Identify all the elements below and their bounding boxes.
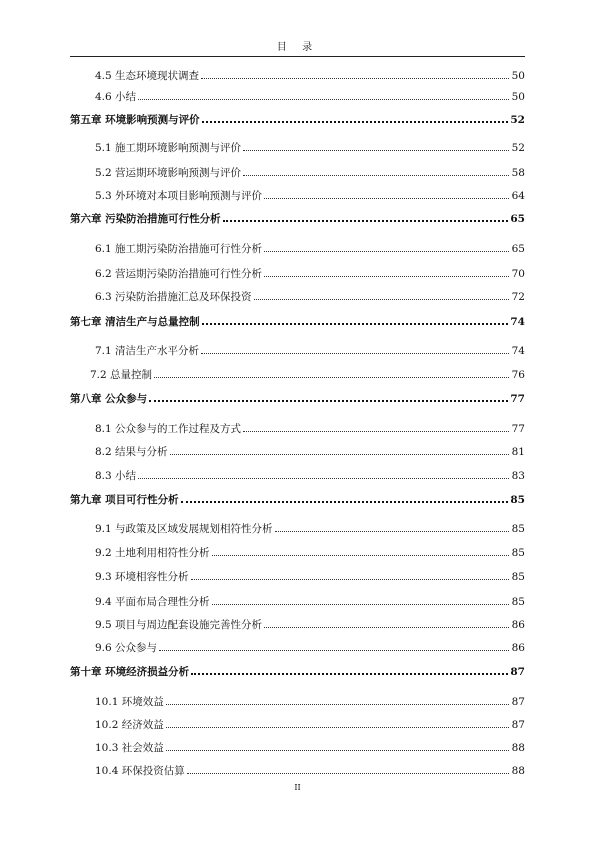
- toc-entry-title: 9.6 公众参与: [95, 642, 158, 654]
- toc-section-entry[interactable]: [70, 717, 525, 731]
- toc-dot-leader: [154, 376, 509, 378]
- toc-dot-leader: [166, 726, 509, 728]
- toc-entry-title: 9.1 与政策及区域发展规划相符性分析: [95, 523, 273, 535]
- toc-page-number: 77: [511, 423, 525, 435]
- toc-chapter-entry[interactable]: [70, 492, 525, 506]
- toc-entry-title: 第五章 环境影响预测与评价: [70, 114, 200, 126]
- toc-dot-leader: [138, 98, 509, 100]
- toc-section-entry[interactable]: [70, 694, 525, 708]
- page-footer: [0, 783, 595, 792]
- toc-section-entry[interactable]: [70, 468, 525, 482]
- toc-entry-title: 10.1 环境效益: [95, 696, 164, 708]
- toc-entry-title: 10.2 经济效益: [95, 719, 164, 731]
- toc-page-number: 65: [510, 213, 525, 225]
- toc-dot-leader: [191, 578, 509, 580]
- toc-section-entry[interactable]: [70, 763, 525, 777]
- toc-page-number: 70: [511, 268, 525, 280]
- toc-entry-title: 第六章 污染防治措施可行性分析: [70, 213, 221, 225]
- toc-chapter-entry[interactable]: [70, 391, 525, 405]
- toc-entry-title: 第九章 项目可行性分析: [70, 494, 179, 506]
- toc-dot-leader: [166, 749, 509, 751]
- toc-dot-leader: [212, 603, 509, 605]
- toc-entry-title: 7.1 清洁生产水平分析: [95, 345, 200, 357]
- toc-page-number: 52: [510, 114, 525, 126]
- toc-page-number: 85: [511, 547, 525, 559]
- toc-page-number: 50: [511, 91, 525, 103]
- toc-section-entry[interactable]: [70, 640, 525, 654]
- toc-page-number: 83: [511, 470, 525, 482]
- page-header-title: 目 录: [276, 42, 319, 53]
- toc-dot-leader: [264, 275, 509, 277]
- toc-section-entry[interactable]: [70, 421, 525, 435]
- toc-page-number: 74: [511, 345, 525, 357]
- toc-section-entry[interactable]: [70, 289, 525, 303]
- toc-entry-title: 10.4 环保投资估算: [95, 765, 185, 777]
- toc-page-number: 86: [511, 619, 525, 631]
- toc-page-number: 86: [511, 642, 525, 654]
- toc-dot-leader: [223, 219, 509, 222]
- toc-dot-leader: [201, 352, 509, 354]
- toc-chapter-entry[interactable]: [70, 211, 525, 225]
- toc-dot-leader: [264, 250, 509, 252]
- toc-page-number: 58: [511, 167, 525, 179]
- toc-entry-title: 5.2 营运期环境影响预测与评价: [95, 167, 242, 179]
- toc-dot-leader: [243, 430, 509, 432]
- toc-entry-title: 9.3 环境相容性分析: [95, 571, 189, 583]
- toc-page-number: 85: [511, 571, 525, 583]
- toc-dot-leader: [170, 453, 509, 455]
- toc-dot-leader: [212, 554, 509, 556]
- toc-page-number: 81: [511, 446, 525, 458]
- toc-dot-leader: [202, 120, 509, 123]
- toc-section-entry[interactable]: [70, 367, 525, 381]
- toc-page-number: 88: [511, 765, 525, 777]
- toc-entry-title: 5.1 施工期环境影响预测与评价: [95, 142, 242, 154]
- toc-section-entry[interactable]: [70, 740, 525, 754]
- toc-chapter-entry[interactable]: [70, 112, 525, 126]
- toc-dot-leader: [202, 322, 509, 325]
- toc-section-entry[interactable]: [70, 241, 525, 255]
- toc-entry-title: 10.3 社会效益: [95, 742, 164, 754]
- toc-dot-leader: [166, 703, 509, 705]
- toc-section-entry[interactable]: [70, 165, 525, 179]
- toc-entry-title: 8.1 公众参与的工作过程及方式: [95, 423, 242, 435]
- toc-section-entry[interactable]: [70, 343, 525, 357]
- toc-page-number: 72: [511, 291, 525, 303]
- toc-dot-leader: [138, 477, 509, 479]
- toc-page-number: 76: [511, 369, 525, 381]
- toc-page-number: 52: [511, 142, 525, 154]
- toc-dot-leader: [201, 77, 509, 79]
- toc-entry-title: 8.2 结果与分析: [95, 446, 168, 458]
- toc-entry-title: 7.2 总量控制: [90, 369, 153, 381]
- toc-entry-title: 6.2 营运期污染防治措施可行性分析: [95, 268, 263, 280]
- toc-entry-title: 9.2 土地利用相符性分析: [95, 547, 210, 559]
- toc-section-entry[interactable]: [70, 188, 525, 202]
- toc-dot-leader: [243, 149, 509, 151]
- toc-dot-leader: [264, 197, 509, 199]
- toc-entry-title: 9.4 平面布局合理性分析: [95, 596, 210, 608]
- toc-chapter-entry[interactable]: [70, 664, 525, 678]
- toc-dot-leader: [243, 174, 509, 176]
- toc-page-number: 74: [510, 316, 525, 328]
- toc-entry-title: 6.1 施工期污染防治措施可行性分析: [95, 243, 263, 255]
- toc-chapter-entry[interactable]: [70, 314, 525, 328]
- toc-page-number: 85: [510, 494, 525, 506]
- toc-entry-title: 第十章 环境经济损益分析: [70, 666, 190, 678]
- toc-entry-title: 8.3 小结: [95, 470, 137, 482]
- toc-section-entry[interactable]: [70, 617, 525, 631]
- toc-entry-title: 9.5 项目与周边配套设施完善性分析: [95, 619, 263, 631]
- toc-section-entry[interactable]: [70, 444, 525, 458]
- toc-dot-leader: [181, 500, 509, 503]
- toc-section-entry[interactable]: [70, 89, 525, 103]
- toc-page-number: 87: [511, 719, 525, 731]
- toc-page-number: 65: [511, 243, 525, 255]
- toc-page-number: 64: [511, 190, 525, 202]
- toc-page-number: 85: [511, 596, 525, 608]
- toc-dot-leader: [254, 298, 509, 300]
- toc-dot-leader: [264, 626, 509, 628]
- toc-page-number: 87: [511, 696, 525, 708]
- toc-section-entry[interactable]: [70, 68, 525, 82]
- toc-dot-leader: [187, 772, 509, 774]
- toc-entry-title: 第八章 公众参与: [70, 393, 148, 405]
- toc-section-entry[interactable]: [70, 266, 525, 280]
- toc-section-entry[interactable]: [70, 140, 525, 154]
- toc-page-number: 50: [511, 70, 525, 82]
- toc-entry-title: 4.5 生态环境现状调查: [95, 70, 200, 82]
- toc-page-number: 85: [511, 523, 525, 535]
- toc-dot-leader: [149, 399, 508, 402]
- toc-section-entry[interactable]: [70, 594, 525, 608]
- toc-entry-title: 第七章 清洁生产与总量控制: [70, 316, 200, 328]
- toc-entry-title: 4.6 小结: [95, 91, 137, 103]
- toc-entry-title: 6.3 污染防治措施汇总及环保投资: [95, 291, 252, 303]
- toc-section-entry[interactable]: [70, 545, 525, 559]
- toc-dot-leader: [159, 649, 509, 651]
- toc-page-number: 88: [511, 742, 525, 754]
- page-number: II: [294, 783, 301, 792]
- page-header: [70, 38, 525, 57]
- toc-section-entry[interactable]: [70, 521, 525, 535]
- toc-dot-leader: [275, 530, 509, 532]
- toc-page-number: 87: [510, 666, 525, 678]
- toc-section-entry[interactable]: [70, 569, 525, 583]
- toc-dot-leader: [191, 672, 508, 675]
- toc-page-number: 77: [510, 393, 525, 405]
- toc-entry-title: 5.3 外环境对本项目影响预测与评价: [95, 190, 263, 202]
